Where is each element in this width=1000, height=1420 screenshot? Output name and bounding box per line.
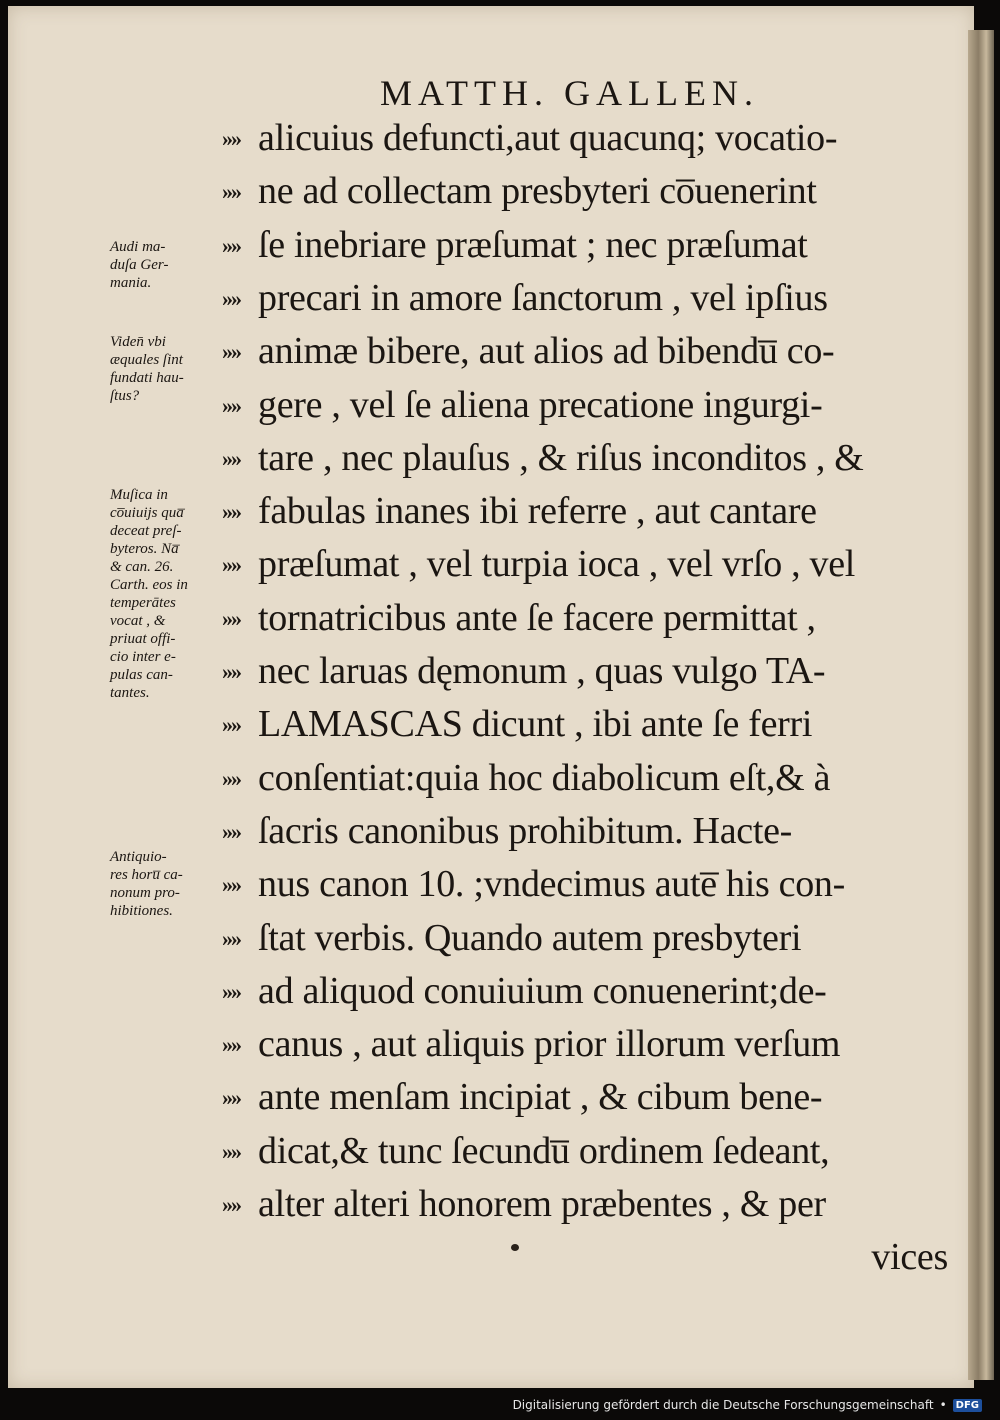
marginal-note-line: tantes. bbox=[110, 685, 150, 701]
footer bbox=[513, 1398, 982, 1412]
text-line bbox=[222, 596, 962, 652]
line-text: gere , vel ſe aliena precatione ingurgi- bbox=[258, 383, 823, 426]
line-text: nec laruas dęmonum , quas vulgo TA- bbox=[258, 650, 826, 692]
line-text: alter alteri honorem præbentes , & per bbox=[258, 1183, 826, 1225]
text-line bbox=[222, 1129, 962, 1185]
marginal-note-line: res horu̅ ca- bbox=[110, 867, 183, 883]
text-line bbox=[222, 916, 962, 972]
quote-mark: »» bbox=[222, 712, 240, 738]
quote-mark: »» bbox=[222, 605, 240, 631]
running-head: MATTH. GALLEN. bbox=[380, 73, 759, 113]
text-line bbox=[222, 756, 962, 812]
page-ornament-dot bbox=[511, 1244, 519, 1251]
quote-mark: »» bbox=[222, 179, 240, 205]
line-text: nus canon 10. ;vndecimus aute̅ his con- bbox=[258, 863, 845, 906]
quote-mark: »» bbox=[222, 925, 240, 951]
marginal-note-line: byteros. Na̅ bbox=[110, 541, 179, 557]
marginal-note-line: & can. 26. bbox=[110, 559, 174, 575]
quote-mark: »» bbox=[222, 232, 240, 258]
marginal-note-line: priuat offi- bbox=[110, 631, 176, 647]
text-line bbox=[222, 969, 962, 1025]
marginal-note-line: Viden̄ vbi bbox=[110, 334, 166, 350]
marginal-note-line: Audi ma- bbox=[110, 239, 166, 255]
quote-mark: »» bbox=[222, 552, 240, 578]
quote-mark: »» bbox=[222, 872, 240, 898]
marginal-note-line: Carth. eos in bbox=[110, 577, 188, 593]
line-text: canus , aut aliquis prior illorum verſum bbox=[258, 1023, 841, 1066]
line-text: dicat,& tunc ſecundu̅ ordinem ſedeant, bbox=[258, 1129, 830, 1172]
text-line bbox=[222, 223, 962, 279]
marginal-note-line: fundati hau- bbox=[110, 370, 184, 386]
marginal-note-line: duſa Ger- bbox=[110, 257, 169, 273]
line-text: ante menſam incipiat , & cibum bene- bbox=[258, 1076, 823, 1119]
text-line bbox=[222, 329, 962, 385]
line-text: fabulas inanes ibi referre , aut cantare bbox=[258, 490, 817, 533]
text-line bbox=[222, 383, 962, 439]
line-text: precari in amore ſanctorum , vel ipſius bbox=[258, 276, 828, 319]
line-text: ſtat verbis. Quando autem presbyteri bbox=[258, 916, 802, 959]
quote-mark: »» bbox=[222, 339, 240, 365]
text-line bbox=[222, 276, 962, 332]
marginal-note-line: temperātes bbox=[110, 595, 176, 611]
marginal-note bbox=[110, 238, 226, 292]
marginal-note-line: ſtus? bbox=[110, 388, 140, 404]
line-text: ſe inebriare præſumat ; nec præſumat bbox=[258, 223, 808, 266]
marginal-note-line: cio inter e- bbox=[110, 649, 176, 665]
line-text: conſentiat:quia hoc diabolicum eſt,& à bbox=[258, 756, 831, 799]
line-text: ad aliquod conuiuium conuenerint;de- bbox=[258, 969, 827, 1012]
marginal-note-line: Antiquio- bbox=[110, 849, 167, 865]
marginal-note-line: hibitiones. bbox=[110, 903, 173, 919]
line-text: animæ bibere, aut alios ad bibendu̅ co- bbox=[258, 330, 835, 373]
line-text: vices bbox=[871, 1236, 948, 1279]
quote-mark: »» bbox=[222, 126, 240, 151]
line-text: ne ad collectam presbyteri co̅uenerint bbox=[258, 170, 817, 213]
marginal-note-line: Muſica in bbox=[110, 487, 168, 503]
dfg-logo: DFG bbox=[953, 1399, 982, 1412]
quote-mark: »» bbox=[222, 765, 240, 791]
marginal-note bbox=[110, 848, 226, 920]
quote-mark: »» bbox=[222, 445, 240, 471]
footer-credit: Digitalisierung gefördert durch die Deutsche Forschungsgemeinschaft bbox=[512, 1398, 934, 1412]
quote-mark: »» bbox=[222, 659, 240, 684]
text-line bbox=[222, 436, 962, 492]
footer-separator: • bbox=[939, 1398, 947, 1412]
marginal-note-line: pulas can- bbox=[110, 667, 173, 683]
line-text: tare , nec plauſus , & riſus inconditos , & bbox=[258, 436, 864, 479]
page-edge bbox=[968, 30, 994, 1380]
text-line bbox=[222, 542, 962, 598]
quote-mark: »» bbox=[222, 1085, 240, 1111]
text-line bbox=[222, 862, 962, 918]
marginal-note-line: æquales ſint bbox=[110, 352, 183, 368]
text-line bbox=[222, 1235, 962, 1291]
quote-mark: »» bbox=[222, 978, 240, 1004]
quote-mark: »» bbox=[222, 1138, 240, 1164]
quote-mark: »» bbox=[222, 499, 240, 525]
line-text: alicuius defuncti,aut quacunq; vocatio- bbox=[258, 117, 838, 159]
marginal-note bbox=[110, 486, 226, 702]
line-text: præſumat , vel turpia ioca , vel vrſo , vel bbox=[258, 543, 856, 586]
text-line bbox=[222, 116, 962, 172]
quote-mark: »» bbox=[222, 392, 240, 418]
marginal-note-line: deceat preſ- bbox=[110, 523, 182, 539]
marginal-note-line: mania. bbox=[110, 275, 152, 291]
marginal-note-line: co̅uiuijs qua̅ bbox=[110, 505, 184, 521]
marginal-note-line: vocat , & bbox=[110, 613, 166, 629]
text-line bbox=[222, 1022, 962, 1078]
text-line bbox=[222, 489, 962, 545]
line-text: ſacris canonibus prohibitum. Hacte- bbox=[258, 809, 793, 852]
text-line bbox=[222, 1182, 962, 1238]
quote-mark: »» bbox=[222, 1192, 240, 1217]
text-line bbox=[222, 649, 962, 705]
text-line bbox=[222, 169, 962, 225]
text-line bbox=[222, 702, 962, 758]
line-text: LAMASCAS dicunt , ibi ante ſe ferri bbox=[258, 703, 813, 746]
quote-mark: »» bbox=[222, 285, 240, 311]
text-line bbox=[222, 1075, 962, 1131]
quote-mark: »» bbox=[222, 1032, 240, 1058]
line-text: tornatricibus ante ſe facere permittat , bbox=[258, 596, 816, 639]
quote-mark: »» bbox=[222, 818, 240, 844]
marginal-note bbox=[110, 333, 226, 405]
marginal-note-line: nonum pro- bbox=[110, 885, 180, 901]
text-line bbox=[222, 809, 962, 865]
